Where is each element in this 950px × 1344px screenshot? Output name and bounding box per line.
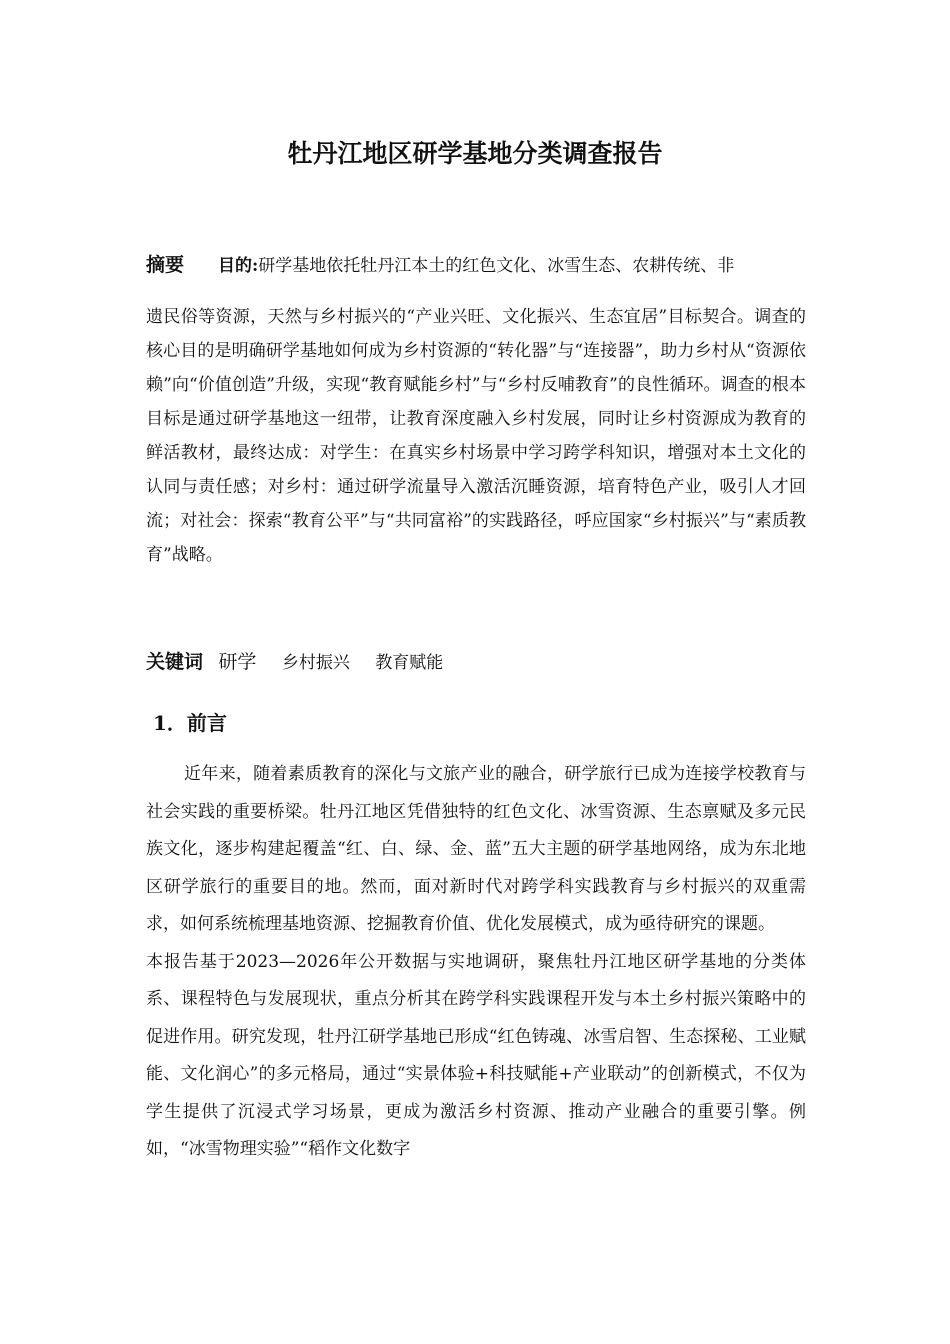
abstract-label: 摘要 — [146, 254, 185, 276]
abstract-body: 遗民俗等资源，天然与乡村振兴的“产业兴旺、文化振兴、生态宜居”目标契合。调查的核心目的是明确研学基地如何成为乡村资源的“转化器”与“连接器”，助力乡村从“资源依赖”向“价值创造”升级，实现“教育赋能乡村”与“乡村反哺教育”的良性循环。调查的根本目标是通过研学基地这一纽带，让教育深度融入乡村发展，同时让乡村资源成为教育的鲜活教材，最终达成：对学生：在真实乡村场景中学习跨学科知识，增强对本土文化的认同与责任感；对乡村：通过研学流量导入激活沉睡资源，培育特色产业，吸引人才回流；对社会：探索“教育公平”与“共同富裕”的实践路径，呼应国家“乡村振兴”与“素质教育”战略。 — [146, 307, 806, 565]
keywords-label: 关键词 — [146, 651, 204, 673]
keyword-item: 教育赋能 — [375, 653, 444, 673]
section-heading-introduction: 1．前言 — [153, 711, 227, 735]
introduction-paragraph: 近年来，随着素质教育的深化与文旅产业的融合，研学旅行已成为连接学校教育与社会实践的重要桥梁。牡丹江地区凭借独特的红色文化、冰雪资源、生态禀赋及多元民族文化，逐步构建起覆盖“红、白、绿、金、蓝”五大主题的研学基地网络，成为东北地区研学旅行的重要目的地。然而，面对新时代对跨学科实践教育与乡村振兴的双重需求，如何系统梳理基地资源、挖掘教育价值、优化发展模式，成为亟待研究的课题。 — [146, 764, 806, 934]
abstract-first-line-text: 研学基地依托牡丹江本土的红色文化、冰雪生态、农耕传统、非 — [258, 256, 735, 276]
keywords-line — [146, 645, 463, 680]
abstract-first-line — [146, 248, 806, 300]
purpose-label: 目的: — [218, 256, 259, 276]
introduction-body — [146, 756, 806, 1169]
keyword-item: 乡村振兴 — [281, 653, 350, 673]
introduction-paragraph: 本报告基于2023—2026年公开数据与实地调研，聚焦牡丹江地区研学基地的分类体系、课程特色与发展现状，重点分析其在跨学科实践课程开发与本土乡村振兴策略中的促进作用。研究发现，牡丹江研学基地已形成“红色铸魂、冰雪启智、生态探秘、工业赋能、文化润心”的多元格局，通过“实景体验+科技赋能+产业联动”的创新模式，不仅为学生提供了沉浸式学习场景，更成为激活乡村资源、推动产业融合的重要引擎。例如，“冰雪物理实验”“稻作文化数字 — [146, 951, 806, 1159]
document-title: 牡丹江地区研学基地分类调查报告 — [287, 139, 663, 168]
abstract-section — [146, 248, 806, 572]
keyword-item: 研学 — [218, 651, 257, 673]
